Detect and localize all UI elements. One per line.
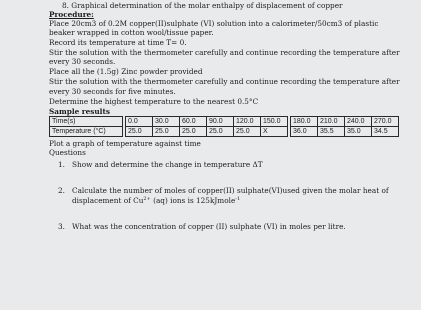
time-cell: 90.0 [207,117,234,127]
temperature-cell: 25.0 [153,127,180,137]
temperature-cell: 25.0 [207,127,234,137]
temperature-cell: X [261,127,288,137]
procedure-line: every 30 seconds. [49,57,116,66]
question-1 [58,160,263,170]
time-cell: 30.0 [153,117,180,127]
procedure-line: Record its temperature at time T= 0. [49,38,187,47]
procedure-line: Determine the highest temperature to the nearest 0.5°C [49,97,259,106]
superscript: 2+ [143,196,151,202]
question-text: Show and determine the change in temperature ΔT [72,160,263,169]
time-cell: 150.0 [261,117,288,127]
row-label-temperature: Temperature (°C) [50,127,123,137]
procedure-line: Place 20cm3 of 0.2M copper(II)sulphate (VI) solution into a calorimeter/50cm3 of plastic [49,19,379,28]
results-table [49,116,399,137]
question-text: Calculate the number of moles of copper(II) sulphate(VI)used given the molar heat of [72,186,389,195]
question-2-line-2 [72,196,240,206]
question-number: 3. [58,222,65,231]
sample-results-heading: Sample results [49,107,110,116]
temperature-cell: 36.0 [291,127,318,137]
table-row-time [50,117,399,127]
temperature-cell: 35.5 [318,127,345,137]
question-3 [58,222,346,232]
superscript: -1 [235,196,241,202]
procedure-line: Stir the solution with the thermometer carefully and continue recording the temperature after [49,48,400,57]
question-2 [58,186,389,196]
temperature-cell: 25.0 [126,127,153,137]
document-title: 8. Graphical determination of the molar enthalpy of displacement of copper [62,1,343,10]
question-text: What was the concentration of copper (II) sulphate (VI) in moles per litre. [72,222,346,231]
temperature-cell: 25.0 [234,127,261,137]
time-cell: 60.0 [180,117,207,127]
questions-heading: Questions [49,148,86,157]
procedure-line: Stir the solution with the thermometer carefully and continue recording the temperature after [49,77,400,86]
time-cell: 120.0 [234,117,261,127]
procedure-line: beaker wrapped in cotton wool/tissue paper. [49,28,214,37]
question-number: 2. [58,186,65,195]
question-text: displacement of Cu [72,196,144,205]
temperature-cell: 34.5 [372,127,399,137]
time-cell: 210.0 [318,117,345,127]
plot-instruction: Plot a graph of temperature against time [49,139,201,148]
temperature-cell: 35.0 [345,127,372,137]
time-cell: 240.0 [345,117,372,127]
procedure-line: every 30 seconds for five minutes. [49,87,176,96]
time-cell: 270.0 [372,117,399,127]
table-row-temperature [50,127,399,137]
time-cell: 0.0 [126,117,153,127]
procedure-heading: Procedure: [49,10,94,19]
temperature-cell: 25.0 [180,127,207,137]
question-number: 1. [58,160,65,169]
time-cell: 180.0 [291,117,318,127]
question-text: (aq) ions is 125kJmole [150,196,236,205]
procedure-line: Place all the (1.5g) Zinc powder provided [49,67,203,76]
row-label-time: Time(s) [50,117,123,127]
